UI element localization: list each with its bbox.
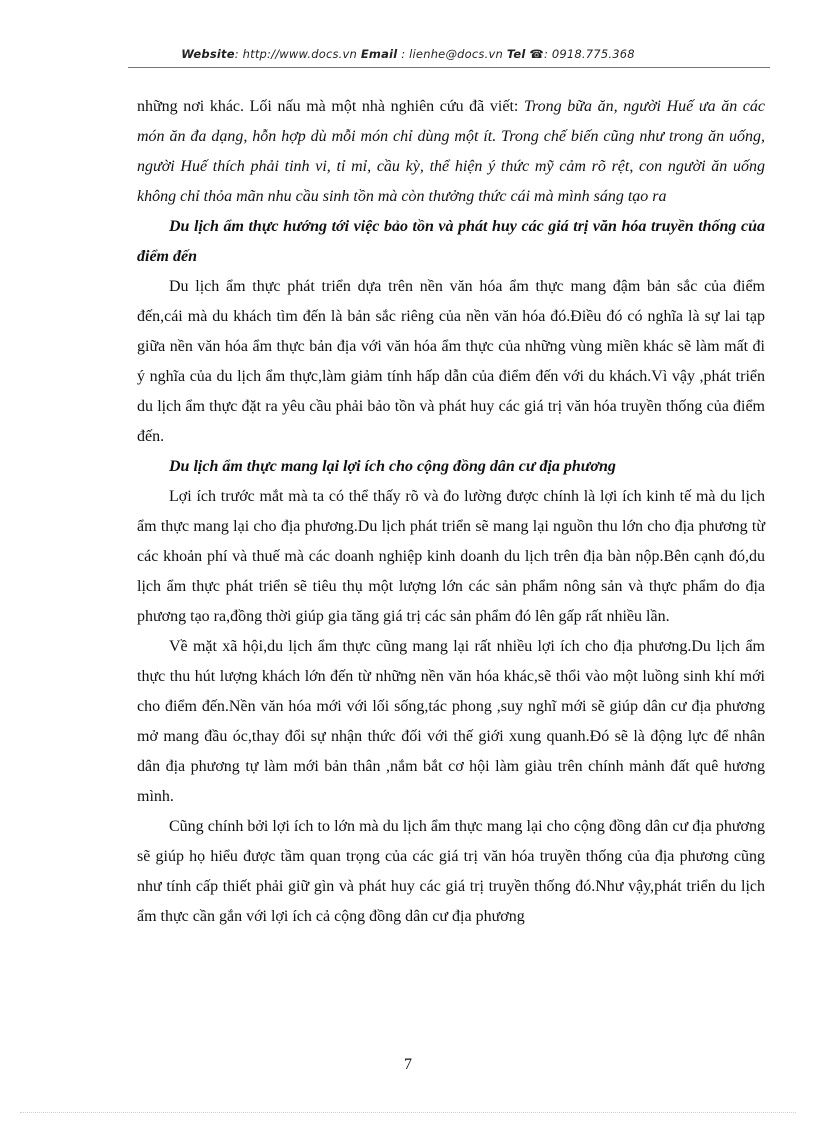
email-label: Email [360, 47, 398, 61]
header-divider [128, 67, 770, 68]
paragraph-conclusion: Cũng chính bởi lợi ích to lớn mà du lịch ẩm thực mang lại cho cộng đồng dân cư địa phương sẽ giúp họ hiểu được tầm quan trọng của các giá trị văn hóa truyền thống của địa phương cũng như tính cấp thiết phải giữ gìn và phát huy các giá trị truyền thống đó.Như vậy,phát triển du lịch ẩm thực cần gắn với lợi ích cả cộng đồng dân cư địa phương [137, 818, 765, 925]
paragraph-text: những nơi khác. Lối nấu mà một nhà nghiên cứu đã viết: [137, 98, 524, 115]
phone-icon: ☎ [529, 47, 544, 61]
section-heading-preservation: Du lịch ẩm thực hướng tới việc bảo tồn và phát huy các giá trị văn hóa truyền thống của điểm đến [137, 218, 765, 265]
page-number: 7 [404, 1056, 412, 1073]
website-url[interactable]: : http://www.docs.vn [234, 47, 361, 61]
quotation-text: Trong bữa ăn, người Huế ưa ăn các món ăn đa dạng, hỗn hợp dù mỗi món chỉ dùng một ít. Trong chế biến cũng như trong ăn uống, người Huế thích phải tinh vi, tỉ mỉ, cầu kỳ, thể hiện ý thức mỹ cảm rõ rệt, con người ăn uống không chỉ thỏa mãn nhu cầu sinh tồn mà còn thưởng thức cái mà mình sáng tạo ra [137, 98, 766, 205]
paragraph-economic-benefit: Lợi ích trước mắt mà ta có thể thấy rõ và đo lường được chính là lợi ích kinh tế mà du lịch ẩm thực mang lại cho địa phương.Du lịch phát triển sẽ mang lại nguồn thu lớn cho địa phương từ các khoản phí và thuế mà các doanh nghiệp kinh doanh du lịch trên địa bàn nộp.Bên cạnh đó,du lịch ẩm thực phát triển sẽ tiêu thụ một lượng lớn các sản phẩm nông sản và thực phẩm do địa phương tạo ra,đồng thời giúp gia tăng giá trị các sản phẩm đó lên gấp rất nhiều lần. [137, 488, 765, 625]
tel-label: Tel [506, 47, 526, 61]
document-body [137, 92, 765, 932]
email-address[interactable]: : lienhe@docs.vn [397, 47, 507, 61]
page-header [0, 47, 816, 61]
section-heading-community-benefit: Du lịch ẩm thực mang lại lợi ích cho cộng đồng dân cư địa phương [169, 458, 616, 475]
paragraph-social-benefit: Về mặt xã hội,du lịch ẩm thực cũng mang lại rất nhiều lợi ích cho địa phương.Du lịch ẩm thực thu hút lượng khách lớn đến từ những nền văn hóa khác,sẽ thổi vào một luồng sinh khí mới cho điểm đến.Nền văn hóa mới với lối sống,tác phong ,suy nghĩ mới sẽ giúp dân cư địa phương mở mang đầu óc,thay đổi sự nhận thức đối với thế giới xung quanh.Đó sẽ là động lực để nhân dân địa phương tự làm mới bản thân ,nắm bắt cơ hội làm giàu trên chính mảnh đất quê hương mình. [137, 638, 765, 805]
website-label: Website [181, 47, 235, 61]
paragraph-preservation: Du lịch ẩm thực phát triển dựa trên nền văn hóa ẩm thực mang đậm bản sắc của điểm đến,cái mà du khách tìm đến là bản sắc riêng của nền văn hóa đó.Điều đó có nghĩa là sự lai tạp giữa nền văn hóa ẩm thực bản địa với văn hóa ẩm thực của những vùng miền khác sẽ làm mất đi ý nghĩa của du lịch ẩm thực,làm giảm tính hấp dẫn của điểm đến với du khách.Vì vậy ,phát triển du lịch ẩm thực đặt ra yêu cầu phải bảo tồn và phát huy các giá trị văn hóa truyền thống của điểm đến. [137, 278, 765, 445]
paragraph-continuation [137, 92, 765, 212]
page-bottom-border [20, 1112, 796, 1113]
tel-number: : 0918.775.368 [543, 47, 635, 61]
